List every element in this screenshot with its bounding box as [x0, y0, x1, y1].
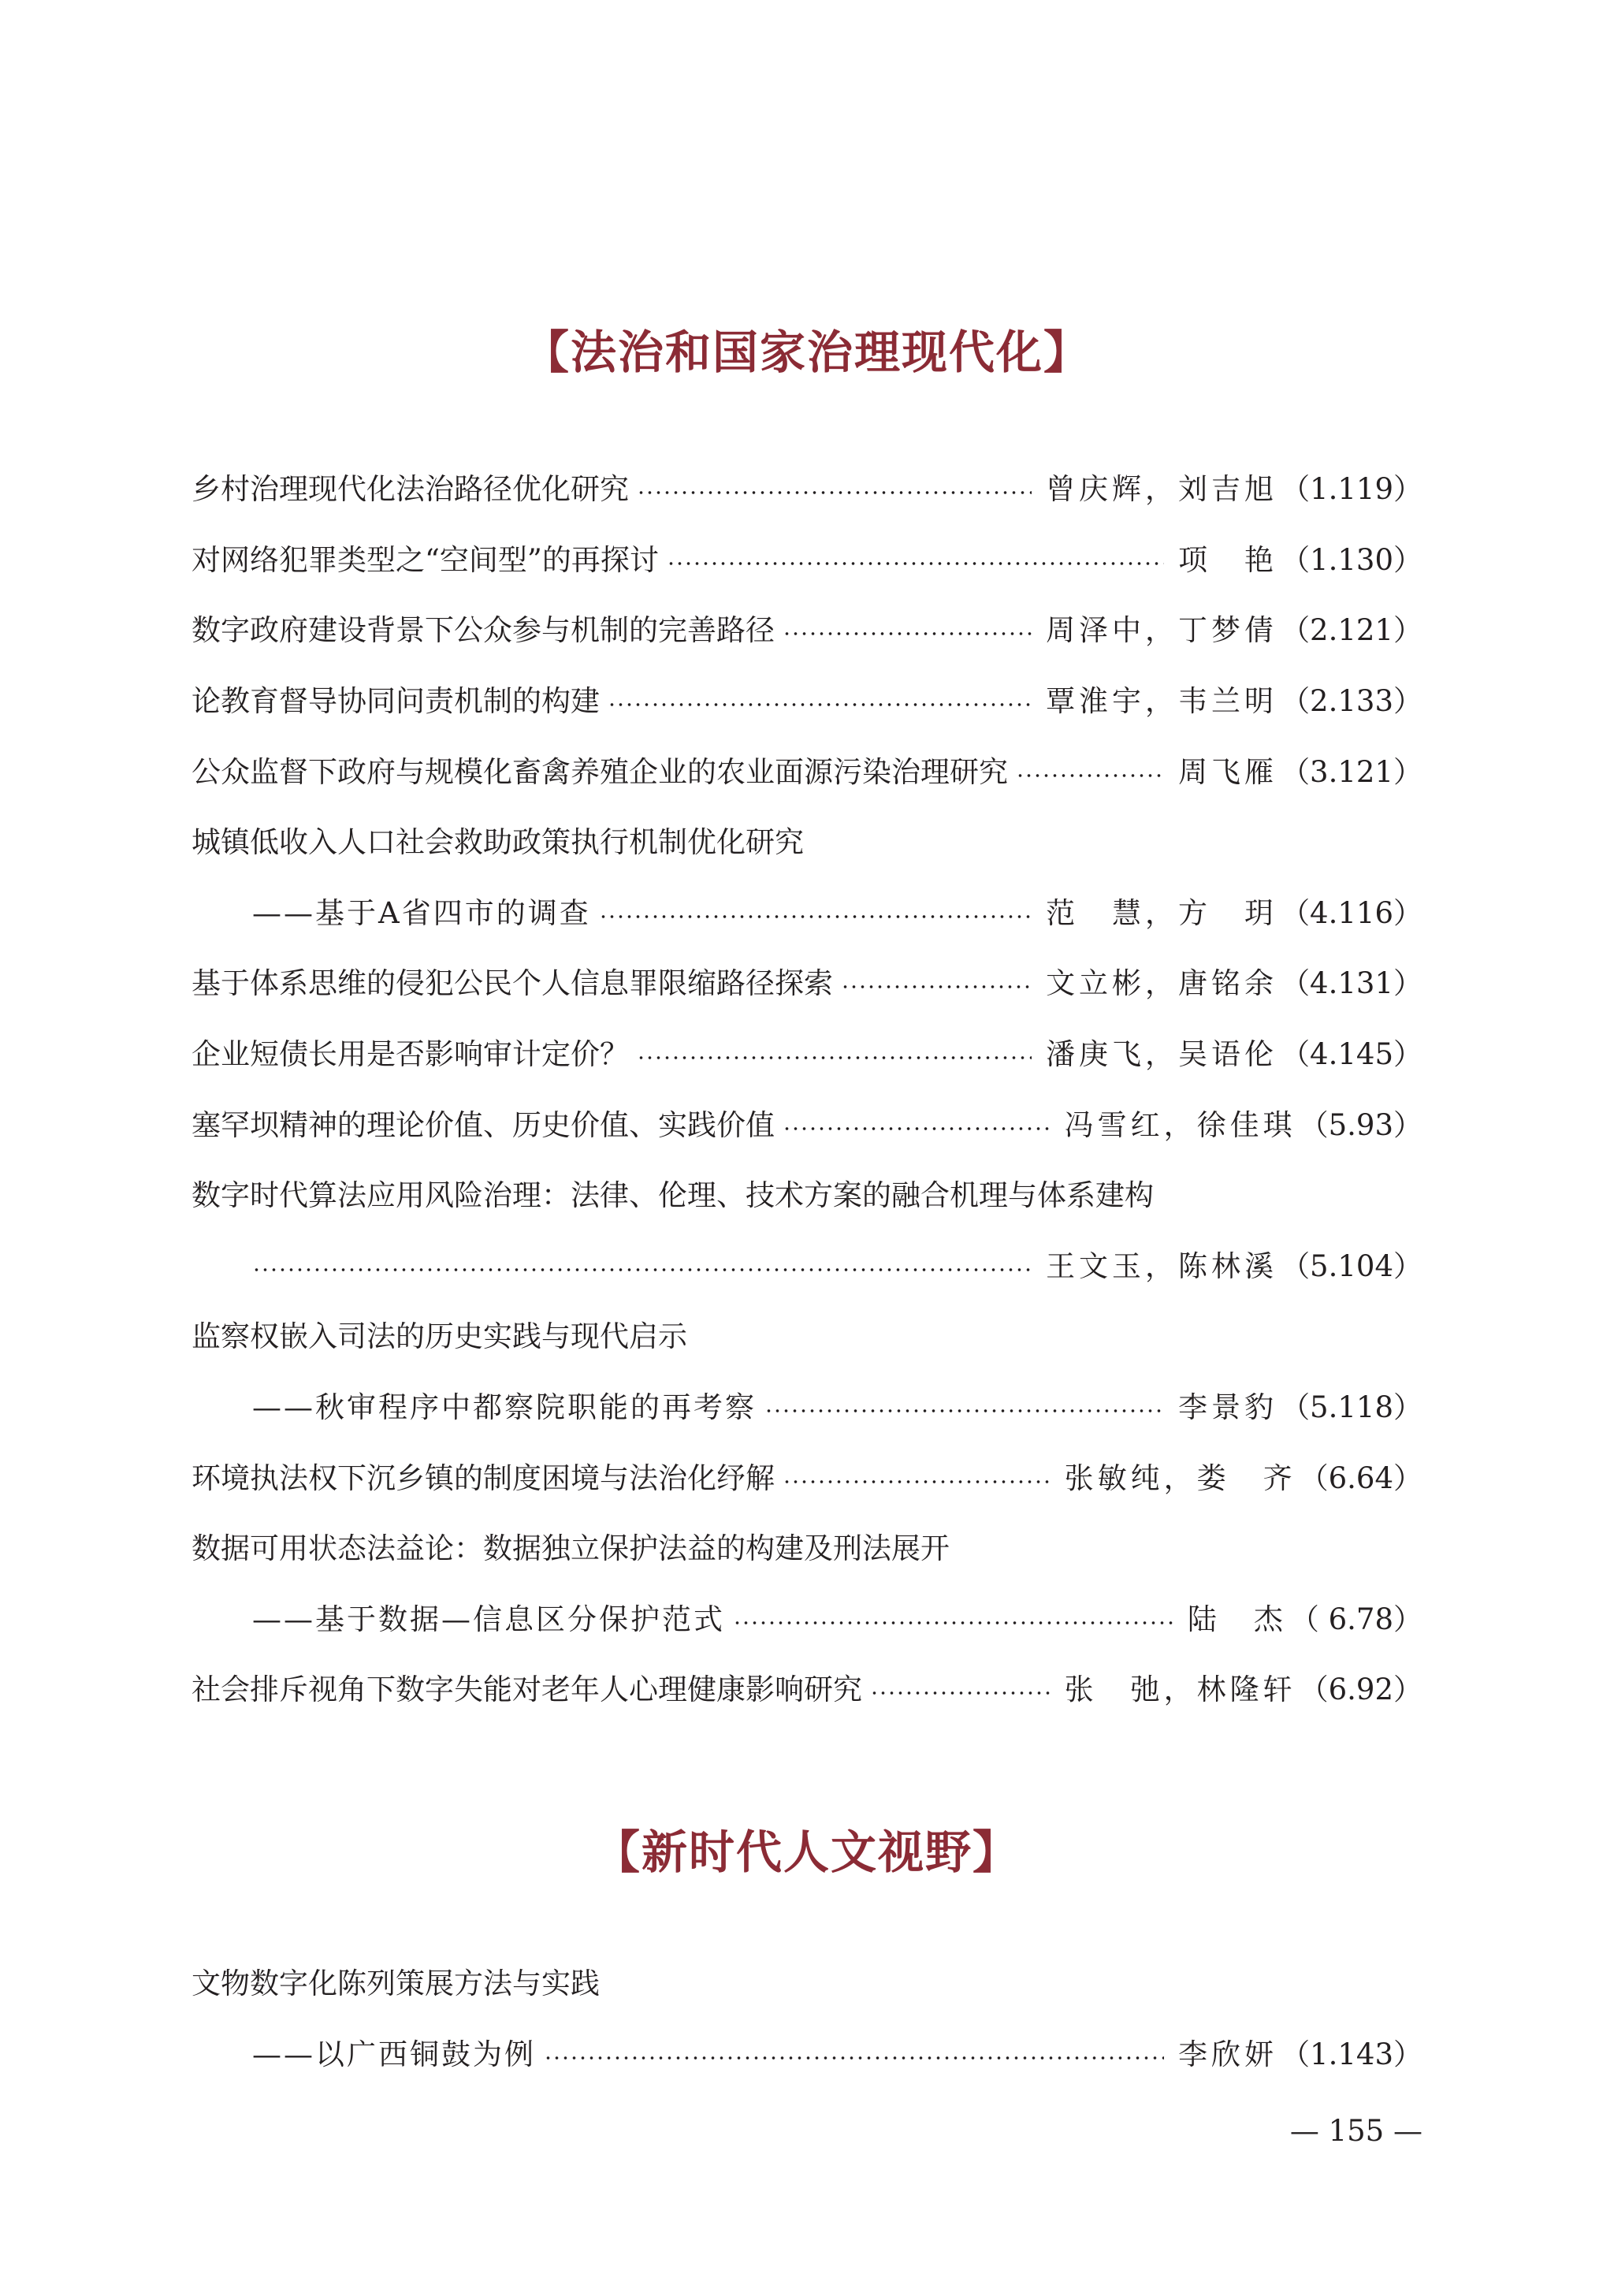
entry-subtitle: ——基于A省四市的调查 — [252, 896, 591, 930]
entry-authors: 项 艳 — [1178, 543, 1278, 577]
dot-leader — [841, 984, 1032, 989]
entry-title: 论教育督导协同问责机制的构建 — [192, 684, 600, 718]
dot-leader — [870, 1691, 1051, 1695]
entry-page-ref: （4.145） — [1281, 1037, 1422, 1071]
entry-authors: 张 弛，林隆轩 — [1064, 1673, 1296, 1706]
dot-leader — [1016, 773, 1164, 778]
entry-page-ref: （5.104） — [1281, 1249, 1422, 1283]
dot-leader — [637, 490, 1032, 495]
toc-entry[interactable] — [192, 1102, 1422, 1149]
entry-authors: 范 慧，方 玥 — [1046, 896, 1278, 930]
entry-authors: 李景豹 — [1178, 1390, 1278, 1424]
entry-title: 社会排斥视角下数字失能对老年人心理健康影响研究 — [192, 1673, 862, 1706]
entry-page-ref: （3.121） — [1281, 755, 1422, 789]
dot-leader — [599, 914, 1032, 919]
entry-authors: 李欣妍 — [1178, 2037, 1278, 2071]
entry-title: 城镇低收入人口社会救助政策执行机制优化研究 — [192, 825, 804, 859]
entry-page-ref: （6.92） — [1299, 1673, 1422, 1706]
entry-page-ref: （5.93） — [1299, 1108, 1422, 1142]
entry-title: 企业短债长用是否影响审计定价？ — [192, 1037, 629, 1071]
toc-entry-subtitle-line[interactable] — [252, 890, 1422, 937]
dot-leader — [783, 631, 1032, 636]
entry-page-ref: （1.119） — [1281, 472, 1422, 506]
entry-title: 环境执法权下沉乡镇的制度困境与法治化纾解 — [192, 1461, 775, 1495]
entry-title: 公众监督下政府与规模化畜禽养殖企业的农业面源污染治理研究 — [192, 755, 1008, 789]
entry-page-ref: （2.121） — [1281, 613, 1422, 647]
entry-title: 基于体系思维的侵犯公民个人信息罪限缩路径探索 — [192, 966, 833, 1000]
entry-authors: 王文玉，陈林溪 — [1046, 1249, 1278, 1283]
entry-subtitle: ——秋审程序中都察院职能的再考察 — [252, 1390, 757, 1424]
dot-leader — [252, 1267, 1032, 1272]
entry-authors: 覃淮宇，韦兰明 — [1046, 684, 1278, 718]
entry-subtitle: ——基于数据—信息区分保护范式 — [252, 1602, 725, 1636]
toc-entry[interactable] — [192, 1455, 1422, 1502]
dot-leader — [783, 1126, 1051, 1131]
entry-title: 塞罕坝精神的理论价值、历史价值、实践价值 — [192, 1108, 775, 1142]
toc-entry[interactable] — [192, 678, 1422, 725]
entry-title: 数据可用状态法益论：数据独立保护法益的构建及刑法展开 — [192, 1531, 950, 1565]
entry-title: 对网络犯罪类型之“空间型”的再探讨 — [192, 543, 659, 577]
toc-entry[interactable] — [192, 466, 1422, 513]
toc-entry-subtitle-line[interactable] — [252, 1384, 1422, 1431]
entry-subtitle: ——以广西铜鼓为例 — [252, 2037, 536, 2071]
entry-page-ref: （ 6.78） — [1289, 1602, 1422, 1636]
entry-title: 数字时代算法应用风险治理：法律、伦理、技术方案的融合机理与体系建构 — [192, 1178, 1154, 1212]
toc-entry[interactable] — [192, 1525, 1422, 1572]
dot-leader — [764, 1408, 1164, 1413]
entry-authors: 文立彬，唐铭余 — [1046, 966, 1278, 1000]
toc-entry[interactable] — [192, 1960, 1422, 2008]
entry-title: 监察权嵌入司法的历史实践与现代启示 — [192, 1319, 687, 1353]
section-heading-humanities: 【新时代人文视野】 — [593, 1825, 1020, 1879]
toc-entry[interactable] — [192, 1172, 1422, 1219]
dot-leader — [608, 702, 1032, 707]
toc-entry[interactable] — [192, 1031, 1422, 1078]
toc-entry[interactable] — [192, 1313, 1422, 1360]
entry-authors: 潘庚飞，吴语伦 — [1046, 1037, 1278, 1071]
dot-leader — [783, 1479, 1051, 1484]
entry-authors: 冯雪红，徐佳琪 — [1064, 1108, 1296, 1142]
entry-page-ref: （6.64） — [1299, 1461, 1422, 1495]
toc-entry[interactable] — [192, 749, 1422, 796]
entry-authors: 陆 杰 — [1187, 1602, 1287, 1636]
entry-authors: 曾庆辉，刘吉旭 — [1046, 472, 1278, 506]
entry-page-ref: （1.143） — [1281, 2037, 1422, 2071]
entry-title: 乡村治理现代化法治路径优化研究 — [192, 472, 629, 506]
dot-leader — [637, 1055, 1032, 1060]
entry-authors: 张敏纯，娄 齐 — [1064, 1461, 1296, 1495]
toc-entry[interactable] — [192, 819, 1422, 866]
dot-leader — [733, 1621, 1173, 1625]
entry-title: 数字政府建设背景下公众参与机制的完善路径 — [192, 613, 775, 647]
entry-page-ref: （5.118） — [1281, 1390, 1422, 1424]
dot-leader — [544, 2056, 1164, 2060]
toc-entry[interactable] — [192, 537, 1422, 584]
entry-page-ref: （4.131） — [1281, 966, 1422, 1000]
toc-entry-subtitle-line[interactable] — [252, 1243, 1422, 1290]
toc-entry[interactable] — [192, 960, 1422, 1007]
entry-authors: 周飞雁 — [1178, 755, 1278, 789]
section-heading-rule-of-law: 【法治和国家治理现代化】 — [523, 326, 1091, 379]
toc-entry[interactable] — [192, 607, 1422, 654]
entry-page-ref: （4.116） — [1281, 896, 1422, 930]
toc-entry[interactable] — [192, 1666, 1422, 1714]
entry-page-ref: （2.133） — [1281, 684, 1422, 718]
entry-title: 文物数字化陈列策展方法与实践 — [192, 1967, 600, 2000]
entry-page-ref: （1.130） — [1281, 543, 1422, 577]
toc-entry-subtitle-line[interactable] — [252, 1596, 1422, 1643]
dot-leader — [667, 561, 1164, 566]
page-number: — 155 — — [1289, 2114, 1422, 2148]
toc-entry-subtitle-line[interactable] — [252, 2031, 1422, 2078]
entry-authors: 周泽中，丁梦倩 — [1046, 613, 1278, 647]
